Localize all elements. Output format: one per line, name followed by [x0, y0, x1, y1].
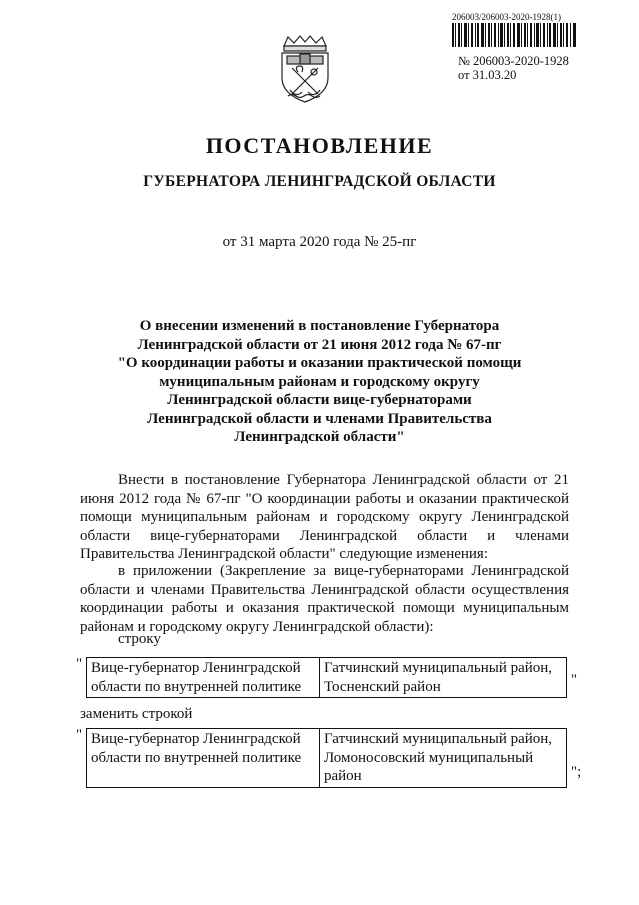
subject-line: Ленинградской области"	[234, 429, 405, 445]
cell-line: Ломоносовский муниципальный	[324, 749, 534, 766]
document-title: ПОСТАНОВЛЕНИЕ	[205, 133, 434, 158]
table-cell	[87, 658, 320, 698]
new-row-table	[86, 728, 567, 788]
subject-line: Ленинградской области от 21 июня 2012 года № 67-пг	[137, 336, 502, 353]
document-subject	[110, 317, 529, 447]
cell-line: области по внутренней политике	[91, 678, 302, 695]
document-date: от 31 марта 2020 года № 25-пг	[222, 234, 417, 250]
quote-close-final: ";	[571, 764, 582, 780]
document-issuer: ГУБЕРНАТОРА ЛЕНИНГРАДСКОЙ ОБЛАСТИ	[143, 173, 496, 190]
table-row	[87, 658, 567, 698]
registration-number: № 206003-2020-1928	[458, 54, 569, 68]
barcode	[452, 23, 576, 47]
quote-open: "	[76, 727, 83, 743]
table-row	[87, 729, 567, 788]
cell-line: район	[324, 768, 362, 785]
table-cell	[320, 658, 567, 698]
coat-of-arms-icon	[276, 34, 334, 104]
subject-line: Ленинградской области и членами Правительства	[147, 410, 492, 427]
cell-line: Гатчинский муниципальный район,	[324, 660, 553, 676]
cell-line: Вице-губернатор Ленинградской	[91, 660, 301, 676]
quote-close: "	[571, 672, 578, 688]
cell-line: Тосненский район	[324, 678, 441, 695]
quote-open: "	[76, 656, 83, 672]
old-row-table	[86, 657, 567, 698]
subject-line: "О координации работы и оказании практической помощи	[117, 355, 522, 371]
cell-line: Вице-губернатор Ленинградской	[91, 731, 301, 747]
label-replace: заменить строкой	[80, 706, 193, 722]
label-row: строку	[118, 631, 161, 647]
cell-line: Гатчинский муниципальный район,	[324, 731, 553, 747]
table-cell	[87, 729, 320, 788]
subject-line: Ленинградской области вице-губернаторами	[167, 392, 472, 408]
cell-line: области по внутренней политике	[91, 749, 302, 766]
registration-date: от 31.03.20	[458, 68, 517, 82]
paragraph-appendix: в приложении (Закрепление за вице-губернаторами Ленинградской области и членами Правительства Ленинградской области осуществления координации работы и оказания практической помощи муниципальным районам и городскому округу Ленинградской области):	[80, 563, 569, 635]
document-code: 206003/206003-2020-1928(1)	[452, 12, 561, 22]
subject-line: муниципальным районам и городскому округу	[159, 373, 480, 390]
paragraph-main: Внести в постановление Губернатора Ленинградской области от 21 июня 2012 года № 67-пг "О координации работы и оказании практической помощи муниципальным районам и городскому округу Ленинградской области вице-губернаторами Ленинградской области и членами Правительства Ленинградской области" следующие изменения:	[80, 472, 569, 563]
table-cell	[320, 729, 567, 788]
subject-line: О внесении изменений в постановление Губернатора	[139, 318, 500, 334]
